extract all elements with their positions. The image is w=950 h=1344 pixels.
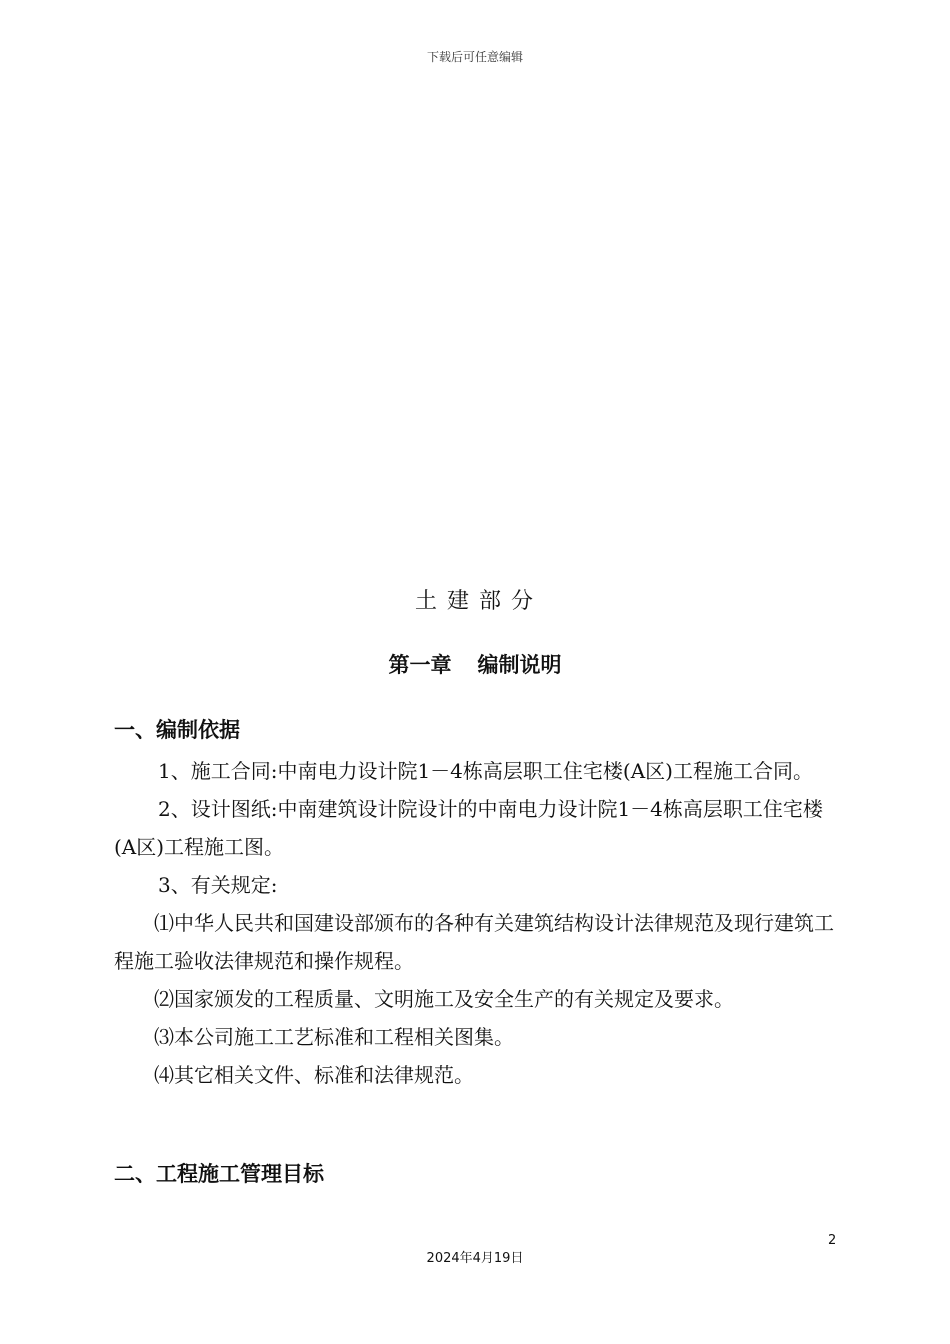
page-number: 2: [828, 1233, 837, 1248]
paragraph-regulations: 3、有关规定:: [158, 873, 278, 897]
list-item-national-codes: ⑴中华人民共和国建设部颁布的各种有关建筑结构设计法律规范及现行建筑工程施工验收法律规范和操作规程。: [114, 911, 834, 973]
chapter-name: 编制说明: [477, 653, 562, 677]
page-header: 下载后可任意编辑: [426, 50, 523, 64]
list-item-other-documents: ⑷其它相关文件、标准和法律规范。: [154, 1063, 474, 1087]
paragraph-drawings: 2、设计图纸:中南建筑设计院设计的中南电力设计院1－4栋高层职工住宅楼(A区)工程施工图。: [114, 797, 823, 859]
list-item-company-standards: ⑶本公司施工工艺标准和工程相关图集。: [154, 1025, 514, 1049]
section-heading-targets: 二、工程施工管理目标: [114, 1162, 324, 1186]
body-text: [114, 752, 840, 1094]
chapter-title: [0, 649, 950, 679]
part-title: 土建部分: [414, 589, 543, 614]
chapter-label: 第一章: [388, 653, 452, 677]
paragraph-contract: 1、施工合同:中南电力设计院1－4栋高层职工住宅楼(A区)工程施工合同。: [158, 759, 813, 783]
footer-date: 2024年4月19日: [426, 1251, 524, 1266]
section-heading-basis: 一、编制依据: [114, 718, 240, 742]
list-item-quality-rules: ⑵国家颁发的工程质量、文明施工及安全生产的有关规定及要求。: [154, 987, 734, 1011]
